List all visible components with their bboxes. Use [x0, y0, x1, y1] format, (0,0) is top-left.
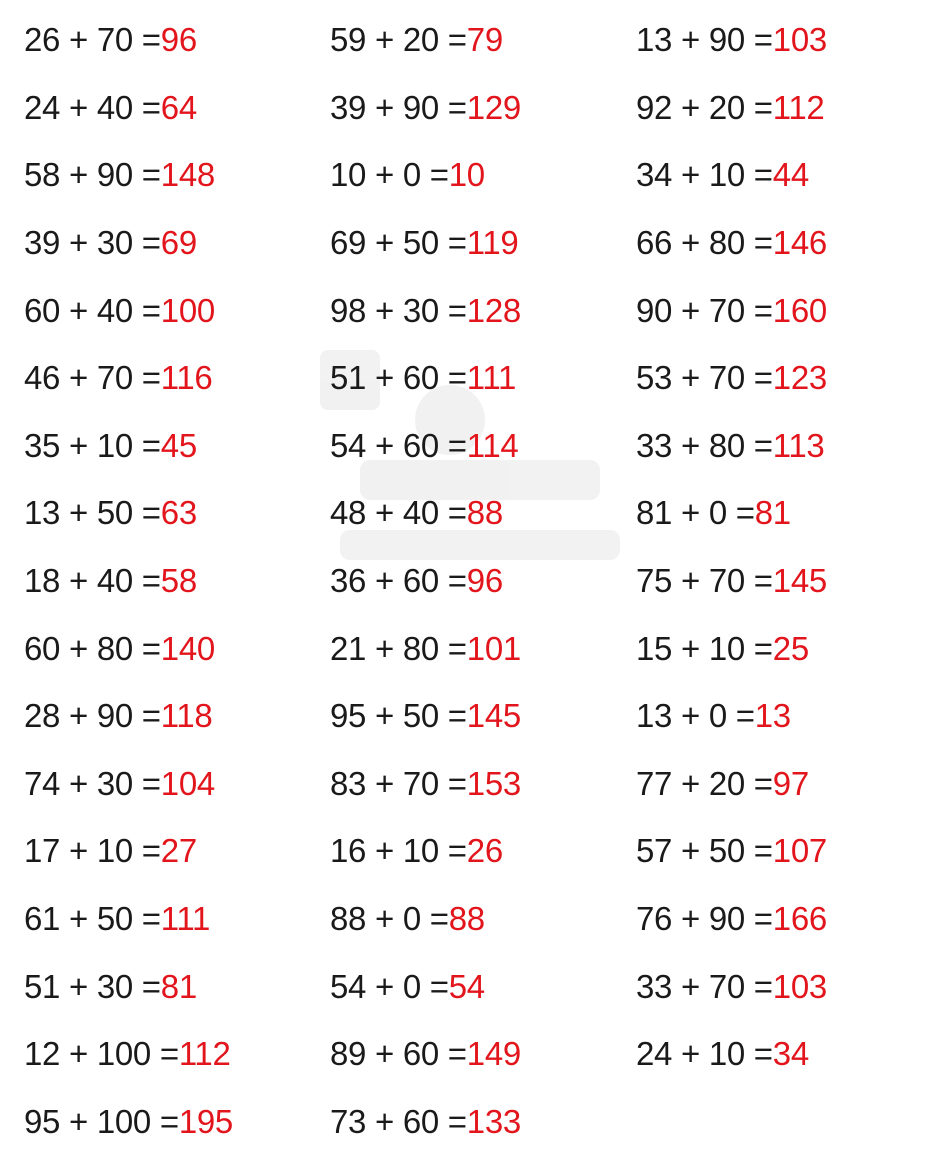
equation-answer: 101: [467, 632, 521, 665]
equation-answer: 88: [449, 902, 485, 935]
equation-problem: 21 + 80 =: [330, 632, 467, 665]
equation-answer: 112: [179, 1037, 231, 1070]
equation-answer: 97: [773, 767, 809, 800]
equation-answer: 113: [773, 429, 825, 462]
equation-answer: 100: [161, 294, 215, 327]
equation-answer: 145: [773, 564, 827, 597]
equation-item: [636, 74, 936, 142]
equation-item: [636, 344, 936, 412]
equation-item: [24, 74, 330, 142]
equation-problem: 35 + 10 =: [24, 429, 161, 462]
equation-item: [636, 750, 936, 818]
equation-answer: 88: [467, 496, 503, 529]
equation-problem: 75 + 70 =: [636, 564, 773, 597]
equation-problem: 13 + 50 =: [24, 496, 161, 529]
equation-item: [24, 344, 330, 412]
equation-answer: 160: [773, 294, 827, 327]
equation-problem: 60 + 80 =: [24, 632, 161, 665]
equation-problem: 58 + 90 =: [24, 158, 161, 191]
equation-problem: 24 + 40 =: [24, 91, 161, 124]
equation-problem: 17 + 10 =: [24, 834, 161, 867]
equation-item: [636, 141, 936, 209]
equation-answer: 64: [161, 91, 197, 124]
equation-item: [636, 952, 936, 1020]
equation-problem: 54 + 60 =: [330, 429, 467, 462]
equation-problem: 18 + 40 =: [24, 564, 161, 597]
equation-item: [330, 1020, 636, 1088]
equation-problem: 73 + 60 =: [330, 1105, 467, 1138]
equation-problem: 81 + 0 =: [636, 496, 755, 529]
equation-item: [330, 547, 636, 615]
equation-problem: 59 + 20 =: [330, 23, 467, 56]
equation-problem: 10 + 0 =: [330, 158, 449, 191]
equation-answer: 146: [773, 226, 827, 259]
equation-item: [330, 6, 636, 74]
equation-answer: 153: [467, 767, 521, 800]
equation-item: [636, 817, 936, 885]
equation-answer: 118: [161, 699, 213, 732]
equation-answer: 10: [449, 158, 485, 191]
equation-problem: 76 + 90 =: [636, 902, 773, 935]
equation-problem: 95 + 50 =: [330, 699, 467, 732]
equation-problem: 74 + 30 =: [24, 767, 161, 800]
equation-item: [636, 1020, 936, 1088]
equation-answer: 79: [467, 23, 503, 56]
equation-answer: 81: [755, 496, 791, 529]
equation-item: [636, 276, 936, 344]
equation-answer: 166: [773, 902, 827, 935]
equation-item: [330, 141, 636, 209]
equation-answer: 103: [773, 970, 827, 1003]
equation-item: [330, 682, 636, 750]
equation-item: [24, 6, 330, 74]
equation-item: [24, 817, 330, 885]
equation-answer: 195: [179, 1105, 233, 1138]
equation-item: [330, 817, 636, 885]
equation-answer: 145: [467, 699, 521, 732]
equation-problem: 16 + 10 =: [330, 834, 467, 867]
equation-problem: 90 + 70 =: [636, 294, 773, 327]
equation-item: [330, 885, 636, 953]
equation-item: [636, 547, 936, 615]
equation-item: [24, 479, 330, 547]
equation-item: [330, 344, 636, 412]
equation-problem: 98 + 30 =: [330, 294, 467, 327]
equation-item: [330, 276, 636, 344]
equation-answer: 44: [773, 158, 809, 191]
equation-grid: [24, 6, 936, 1155]
equation-problem: 92 + 20 =: [636, 91, 773, 124]
equation-item: [24, 682, 330, 750]
equation-answer: 25: [773, 632, 809, 665]
equation-answer: 63: [161, 496, 197, 529]
equation-item: [24, 1088, 330, 1155]
equation-problem: 24 + 10 =: [636, 1037, 773, 1070]
equation-answer: 119: [467, 226, 519, 259]
equation-answer: 104: [161, 767, 215, 800]
equation-answer: 34: [773, 1037, 809, 1070]
equation-item: [330, 952, 636, 1020]
equation-item: [636, 6, 936, 74]
equation-answer: 133: [467, 1105, 521, 1138]
equation-answer: 69: [161, 226, 197, 259]
equation-problem: 28 + 90 =: [24, 699, 161, 732]
equation-answer: 114: [467, 429, 519, 462]
equation-item: [636, 682, 936, 750]
equation-item: [636, 209, 936, 277]
equation-answer: 107: [773, 834, 827, 867]
equation-answer: 128: [467, 294, 521, 327]
equation-item: [636, 614, 936, 682]
equation-problem: 83 + 70 =: [330, 767, 467, 800]
equation-problem: 89 + 60 =: [330, 1037, 467, 1070]
equation-item: [24, 276, 330, 344]
equation-answer: 54: [449, 970, 485, 1003]
equation-problem: 33 + 70 =: [636, 970, 773, 1003]
equation-problem: 61 + 50 =: [24, 902, 161, 935]
equation-item: [330, 209, 636, 277]
equation-answer: 116: [161, 361, 213, 394]
equation-item: [330, 750, 636, 818]
equation-item: [24, 547, 330, 615]
equation-problem: 66 + 80 =: [636, 226, 773, 259]
equation-problem: 13 + 90 =: [636, 23, 773, 56]
equation-problem: 39 + 90 =: [330, 91, 467, 124]
equation-item: [24, 885, 330, 953]
equation-problem: 12 + 100 =: [24, 1037, 179, 1070]
equation-answer: 26: [467, 834, 503, 867]
equation-problem: 33 + 80 =: [636, 429, 773, 462]
equation-item: [24, 750, 330, 818]
equation-problem: 39 + 30 =: [24, 226, 161, 259]
equation-answer: 96: [161, 23, 197, 56]
equation-item: [330, 74, 636, 142]
equation-problem: 57 + 50 =: [636, 834, 773, 867]
equation-item: [636, 412, 936, 480]
equation-answer: 81: [161, 970, 197, 1003]
equation-problem: 88 + 0 =: [330, 902, 449, 935]
equation-problem: 51 + 30 =: [24, 970, 161, 1003]
equation-answer: 13: [755, 699, 791, 732]
equation-answer: 111: [161, 902, 210, 935]
equation-problem: 95 + 100 =: [24, 1105, 179, 1138]
equation-answer: 27: [161, 834, 197, 867]
equation-answer: 149: [467, 1037, 521, 1070]
equation-answer: 58: [161, 564, 197, 597]
equation-item: [24, 614, 330, 682]
equation-answer: 103: [773, 23, 827, 56]
equation-item: [330, 412, 636, 480]
equation-item: [636, 885, 936, 953]
equation-item: [24, 412, 330, 480]
equation-item: [24, 209, 330, 277]
equation-answer: 45: [161, 429, 197, 462]
equation-problem: 48 + 40 =: [330, 496, 467, 529]
equation-item: [636, 479, 936, 547]
equation-answer: 123: [773, 361, 827, 394]
equation-answer: 96: [467, 564, 503, 597]
equation-answer: 129: [467, 91, 521, 124]
equation-problem: 60 + 40 =: [24, 294, 161, 327]
equation-problem: 36 + 60 =: [330, 564, 467, 597]
equation-problem: 51 + 60 =: [330, 361, 467, 394]
equation-problem: 77 + 20 =: [636, 767, 773, 800]
equation-problem: 53 + 70 =: [636, 361, 773, 394]
equation-answer: 111: [467, 361, 516, 394]
equation-problem: 13 + 0 =: [636, 699, 755, 732]
equation-problem: 46 + 70 =: [24, 361, 161, 394]
equation-item: [330, 1088, 636, 1155]
equation-item: [330, 479, 636, 547]
equation-item: [24, 1020, 330, 1088]
equation-item: [24, 141, 330, 209]
equation-problem: 34 + 10 =: [636, 158, 773, 191]
equation-item: [24, 952, 330, 1020]
equation-problem: 69 + 50 =: [330, 226, 467, 259]
equation-problem: 26 + 70 =: [24, 23, 161, 56]
equation-answer: 112: [773, 91, 825, 124]
equation-problem: 54 + 0 =: [330, 970, 449, 1003]
equation-item: [330, 614, 636, 682]
equation-problem: 15 + 10 =: [636, 632, 773, 665]
equation-answer: 140: [161, 632, 215, 665]
equation-answer: 148: [161, 158, 215, 191]
